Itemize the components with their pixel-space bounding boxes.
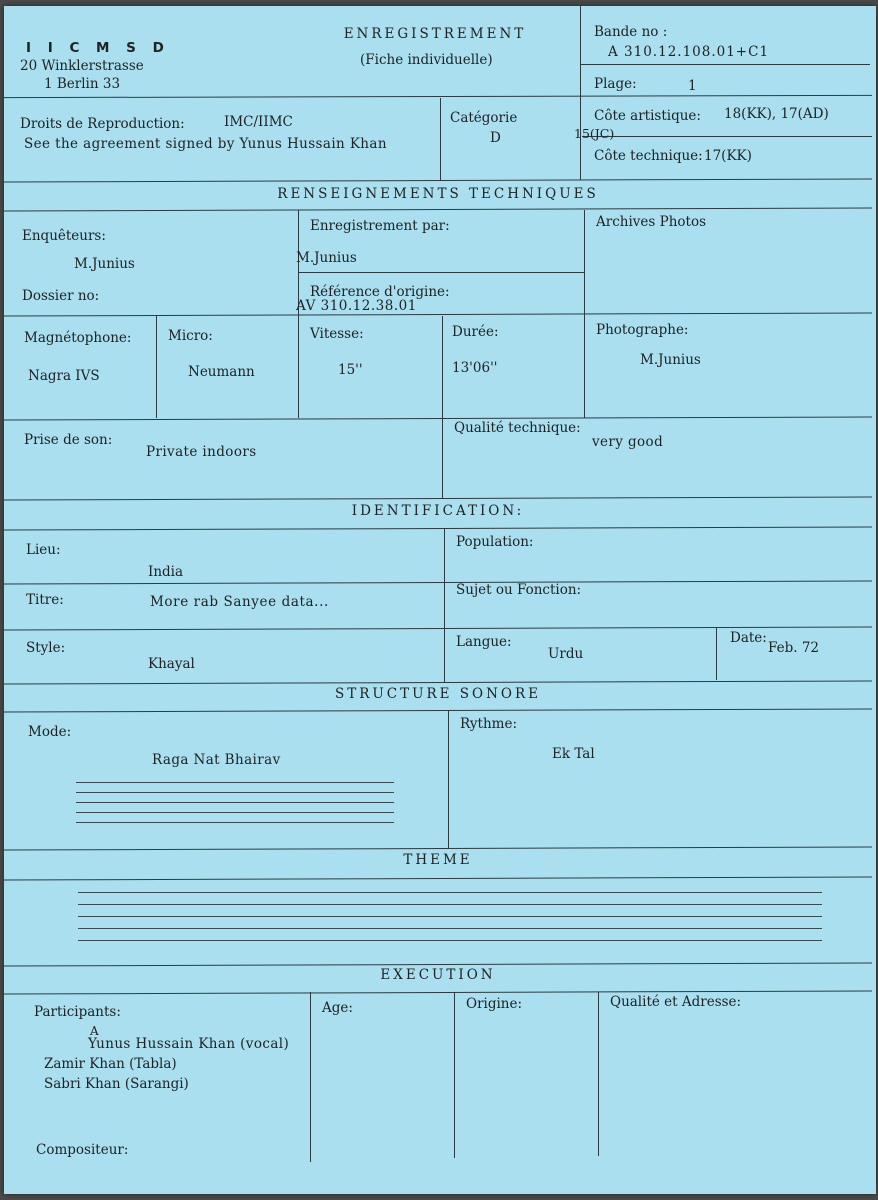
fill-line <box>76 812 394 813</box>
dossier-label: Dossier no: <box>22 288 100 304</box>
micro-value: Neumann <box>188 364 255 380</box>
rights-label: Droits de Reproduction: <box>20 116 185 132</box>
rule <box>716 628 717 680</box>
prise-value: Private indoors <box>146 444 257 460</box>
vitesse-label: Vitesse: <box>310 326 364 342</box>
rule <box>298 272 584 273</box>
lieu-value: India <box>148 564 184 580</box>
rule <box>4 962 872 966</box>
enqueteurs-label: Enquêteurs: <box>22 228 106 244</box>
reference-value: AV 310.12.38.01 <box>296 298 417 314</box>
rule <box>580 64 870 65</box>
rule <box>580 6 581 180</box>
style-label: Style: <box>26 640 66 656</box>
categorie-label: Catégorie <box>450 110 518 126</box>
address-line-1: 20 Winklerstrasse <box>20 58 144 74</box>
date-label: Date: <box>730 630 767 646</box>
card-subtitle: (Fiche individuelle) <box>360 52 493 68</box>
enregistrement-par-value: M.Junius <box>296 250 357 266</box>
rule <box>298 316 299 418</box>
fill-line <box>78 940 822 941</box>
duree-value: 13'06'' <box>452 360 498 376</box>
style-value: Khayal <box>148 656 195 672</box>
bande-label: Bande no : <box>594 24 668 40</box>
address-line-2: 1 Berlin 33 <box>44 76 121 92</box>
rule <box>440 98 441 180</box>
rule <box>448 710 449 848</box>
duree-label: Durée: <box>452 324 499 340</box>
magnetophone-value: Nagra IVS <box>28 368 100 384</box>
rule <box>4 580 872 584</box>
section-title-identification: IDENTIFICATION: <box>351 503 525 519</box>
sujet-label: Sujet ou Fonction: <box>456 582 582 598</box>
fill-line <box>76 792 394 793</box>
rule <box>4 526 872 530</box>
card-title: ENREGISTREMENT <box>343 26 527 42</box>
rule <box>4 416 872 420</box>
participant-item: Sabri Khan (Sarangi) <box>44 1076 189 1092</box>
qualite-technique-label: Qualité technique: <box>454 420 581 436</box>
titre-value: More rab Sanyee data... <box>150 594 329 610</box>
qualite-adresse-label: Qualité et Adresse: <box>610 994 742 1010</box>
fill-line <box>78 892 822 893</box>
archives-label: Archives Photos <box>596 214 706 230</box>
cote-technique-value: 17(KK) <box>704 148 752 164</box>
age-label: Age: <box>322 1000 353 1016</box>
fill-line <box>76 822 394 823</box>
rule <box>4 708 872 712</box>
rule <box>4 876 872 880</box>
plage-value: 1 <box>688 78 697 94</box>
origine-label: Origine: <box>466 996 523 1012</box>
photographe-value: M.Junius <box>640 352 701 368</box>
plage-label: Plage: <box>594 76 637 92</box>
fill-line <box>78 904 822 905</box>
cote-artistique-overflow: 15(JC) <box>574 126 615 141</box>
rythme-label: Rythme: <box>460 716 518 732</box>
vitesse-value: 15'' <box>338 362 363 378</box>
rule <box>4 312 872 316</box>
micro-label: Micro: <box>168 328 213 344</box>
rule <box>4 178 872 182</box>
participants-label: Participants: <box>34 1004 121 1020</box>
cote-technique-label: Côte technique: <box>594 148 703 164</box>
fill-line <box>76 782 394 783</box>
langue-label: Langue: <box>456 634 512 650</box>
rythme-value: Ek Tal <box>552 746 595 762</box>
population-label: Population: <box>456 534 534 550</box>
section-title-structure: STRUCTURE SONORE <box>334 686 542 702</box>
lieu-label: Lieu: <box>26 542 61 558</box>
rule <box>454 992 455 1158</box>
rule <box>156 316 157 418</box>
fill-line <box>76 802 394 803</box>
rule <box>310 992 311 1162</box>
rule <box>584 210 585 418</box>
rule <box>444 528 445 682</box>
participant-item: Zamir Khan (Tabla) <box>44 1056 177 1072</box>
section-title-execution: EXECUTION <box>380 967 496 983</box>
compositeur-label: Compositeur: <box>36 1142 129 1158</box>
categorie-value: D <box>490 130 501 146</box>
mode-label: Mode: <box>28 724 72 740</box>
rule <box>4 207 872 211</box>
rule <box>4 846 872 850</box>
section-title-theme: THEME <box>403 852 473 868</box>
rule <box>4 990 872 994</box>
rights-value: IMC/IIMC <box>224 114 293 130</box>
rule <box>582 136 872 137</box>
cote-artistique-label: Côte artistique: <box>594 108 701 124</box>
mode-value: Raga Nat Bhairav <box>152 752 281 768</box>
participant-item: Yunus Hussain Khan (vocal) <box>88 1036 290 1052</box>
rule <box>4 95 872 98</box>
section-title-technical: RENSEIGNEMENTS TECHNIQUES <box>277 186 599 202</box>
org-name: I I C M S D <box>26 40 170 56</box>
fill-line <box>78 916 822 917</box>
enqueteurs-value: M.Junius <box>74 256 135 272</box>
photographe-label: Photographe: <box>596 322 689 338</box>
magnetophone-label: Magnétophone: <box>24 330 132 346</box>
rule <box>598 992 599 1156</box>
rule <box>4 496 872 500</box>
langue-value: Urdu <box>548 646 584 662</box>
bande-value: A 310.12.108.01+C1 <box>608 44 770 60</box>
fill-line <box>78 928 822 929</box>
participant-mark: A <box>90 1024 99 1038</box>
rule <box>442 316 443 498</box>
registration-card <box>4 6 876 1194</box>
reference-label: Référence d'origine: <box>310 284 450 300</box>
cote-artistique-value: 18(KK), 17(AD) <box>724 106 829 122</box>
qualite-technique-value: very good <box>592 434 664 450</box>
date-value: Feb. 72 <box>768 640 820 656</box>
prise-label: Prise de son: <box>24 432 113 448</box>
rights-note: See the agreement signed by Yunus Hussain Khan <box>24 136 387 152</box>
enregistrement-par-label: Enregistrement par: <box>310 218 450 234</box>
rule <box>4 680 872 684</box>
titre-label: Titre: <box>26 592 64 608</box>
